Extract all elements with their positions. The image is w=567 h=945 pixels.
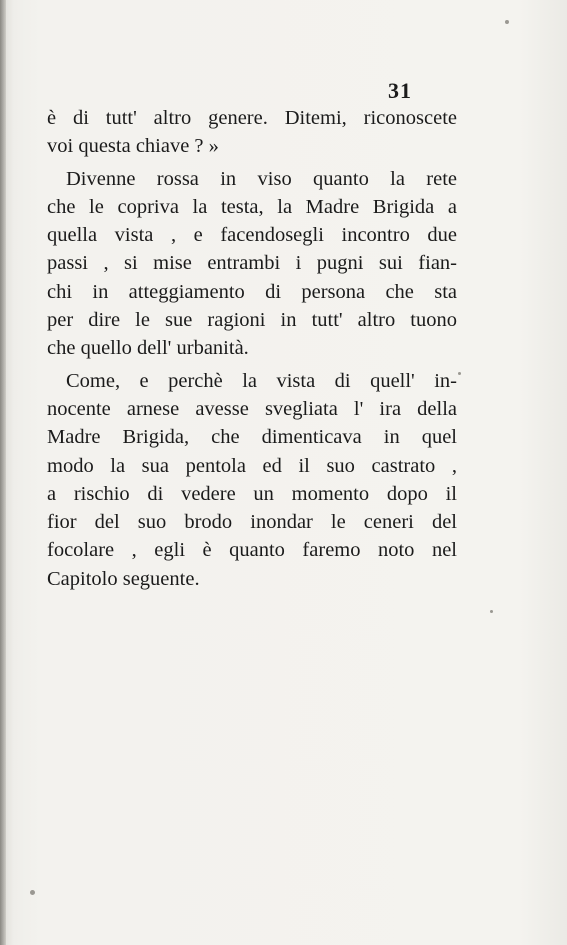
paper-speck xyxy=(490,610,493,613)
paper-speck xyxy=(458,372,461,375)
paper-speck xyxy=(505,20,509,24)
text-line: Capitolo seguente. xyxy=(47,567,200,590)
text-line: fior del suo brodo inondar le ceneri del xyxy=(47,511,457,534)
paragraph-1 xyxy=(47,104,457,161)
body-text xyxy=(47,104,457,593)
text-line: chi in atteggiamento di persona che sta xyxy=(47,280,457,303)
text-line: per dire le sue ragioni in tutt' altro tuono xyxy=(47,309,457,332)
paragraph-3 xyxy=(47,367,457,593)
text-line: nocente arnese avesse svegliata l' ira della xyxy=(47,397,457,420)
page-number: 31 xyxy=(388,78,412,103)
text-line: modo la sua pentola ed il suo castrato , xyxy=(47,454,457,477)
text-line: focolare , egli è quanto faremo noto nel xyxy=(47,539,457,562)
text-line: è di tutt' altro genere. Ditemi, riconoscete xyxy=(47,107,457,129)
text-line: passi , si mise entrambi i pugni sui fian- xyxy=(47,252,457,275)
text-line: che le copriva la testa, la Madre Brigida a xyxy=(47,195,457,218)
text-line: che quello dell' urbanità. xyxy=(47,337,249,360)
binding-edge xyxy=(0,0,6,945)
text-line: voi questa chiave ? » xyxy=(47,135,219,158)
text-line: quella vista , e facendosegli incontro due xyxy=(47,224,457,247)
text-line: Divenne rossa in viso quanto la rete xyxy=(66,167,457,190)
text-line: Madre Brigida, che dimenticava in quel xyxy=(47,426,457,449)
paper-speck xyxy=(30,890,35,895)
text-line: Come, e perchè la vista di quell' in- xyxy=(66,369,457,392)
paragraph-2 xyxy=(47,165,457,363)
text-line: a rischio di vedere un momento dopo il xyxy=(47,482,457,505)
